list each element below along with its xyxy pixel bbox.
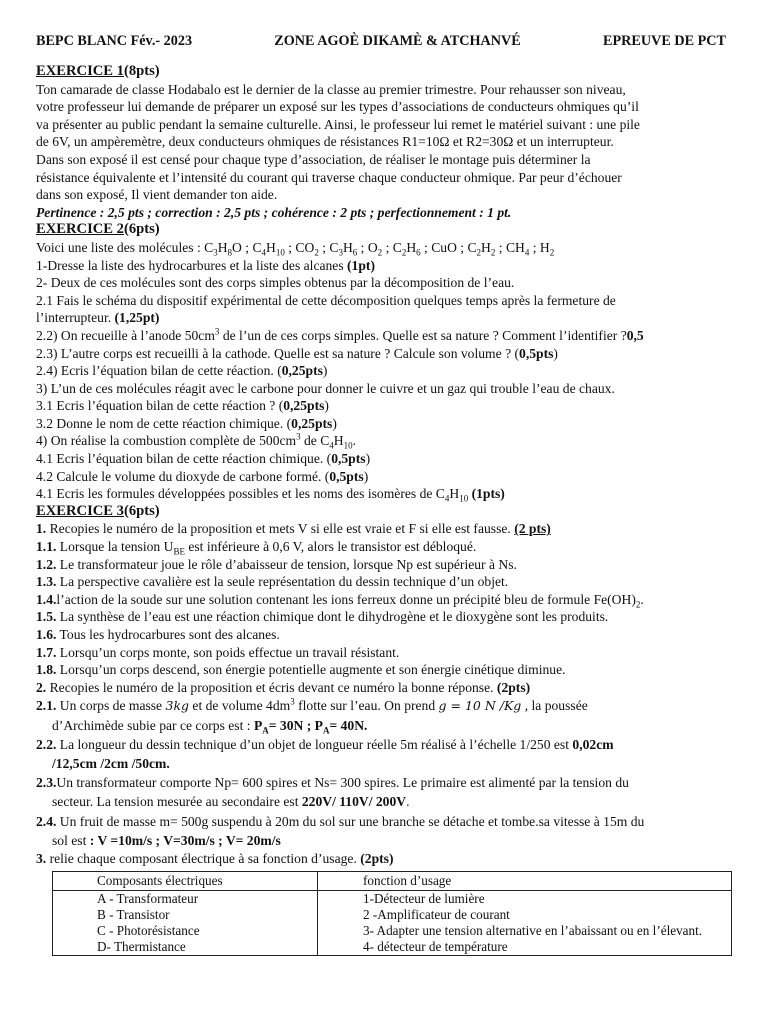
component-cell: A - Transformateur [97,890,199,906]
ex2-q24: 2.4) Ecris l’équation bilan de cette réaction. (0,25pts) [36,363,328,379]
component-cell: C - Photorésistance [97,922,200,938]
exercise-3-title: EXERCICE 3(6pts) [36,502,160,519]
ex1-line: Ton camarade de classe Hodabalo est le dernier de la classe au premier trimestre. Pour rehausser son niveau, [36,81,626,97]
table-header-row [53,871,732,890]
function-cell: 2 -Amplificateur de courant [363,906,510,922]
ex2-q2: 2- Deux de ces molécules sont des corps simples obtenus par la décomposition de l’eau. [36,275,515,291]
function-cell: 4- détecteur de température [363,938,508,954]
ex1-line: Dans son exposé il est censé pour chaque type d’association, de réaliser le montage puis déterminer la [36,151,591,167]
ex3-item: 1.1. Lorsque la tension $U_{BE}$ est inférieure à 0,6 V, alors le transistor est débloqué. [36,539,477,557]
table-header-cell: Composants électriques [53,871,318,890]
ex1-criteria: Pertinence : 2,5 pts ; correction : 2,5 pts ; cohérence : 2 pts ; perfectionnement : 1 pt. [36,204,512,220]
ex2-q43: 4.1 Ecris les formules développées possibles et les noms des isomères de $C_4H_{10}$ (1pts) [36,486,505,504]
ex2-q1: 1-Dresse la liste des hydrocarbures et la liste des alcanes (1pt) [36,257,375,273]
ex3-item: 1.4.l’action de la soude sur une solution contenant les ions ferreux donne un précipité bleu de formule $Fe(OH)_2$. [36,591,644,610]
ex3-part2: 2. Recopies le numéro de la proposition et écris devant ce numéro la bonne réponse. (2pts) [36,679,531,695]
ex3-item: 1.2. Le transformateur joue le rôle d’abaisseur de tension, lorsque Np est supérieur à Ns. [36,556,517,572]
ex2-q41: 4.1 Ecris l’équation bilan de cette réaction chimique. (0,5pts) [36,451,371,467]
ex2-q32: 3.2 Donne le nom de cette réaction chimique. (0,25pts) [36,415,337,431]
exercise-1-text [36,81,728,204]
ex1-line: de 6V, un ampèremètre, deux conducteurs ohmiques de résistances R1=10Ω et R2=30Ω et un interrupteur. [36,134,614,150]
ex3-q24: 2.4. Un fruit de masse m= 500g suspendu à 20m du sol sur une branche se détache et tombe.sa vitesse à 15m du sol est : V =10m/s ; V=30m/s ; V= 20m/s [36,813,645,848]
ex3-q22: 2.2. La longueur du dessin technique d’un objet de longueur réelle 5m réalisé à l’échelle 1/250 est 0,02cm /12,5cm /2cm /50cm. [36,736,614,771]
ex2-molecules: Voici une liste des molécules : $C_3H_8O$ ; $C_4H_{10}$ ; $CO_2$ ; $C_3H_6$ ; $O_2$ ; $C_2H_6$ ; CuO ; $C_2H_2$ ; $CH_4$ ; $H_2$ [36,239,555,258]
exercise-2-title: EXERCICE 2(6pts) [36,221,160,238]
ex3-item: 1.7. Lorsqu’un corps monte, son poids effectue un travail résistant. [36,644,400,660]
ex2-q42: 4.2 Calcule le volume du dioxyde de carbone formé. (0,5pts) [36,468,369,484]
ex2-q3: 3) L’un de ces molécules réagit avec le carbone pour donner le cuivre et un gaz qui trouble l’eau de chaux. [36,380,615,396]
ex1-line: va présenter au public pendant la semaine culturelle. Ainsi, le professeur lui remet le matériel suivant : une pile [36,116,640,132]
header-left: BEPC BLANC Fév.- 2023 [36,33,193,49]
exercise-1-title: EXERCICE 1(8pts) [36,63,160,79]
ex3-q21: 2.1. Un corps de masse 3kg et de volume $4dm^3$ flotte sur l’eau. On prend g = 10 N /Kg , la poussée d’Archimède subie par ce corps est : $P_A= 30N$ ; $P_A= 40N$. [36,696,588,736]
ex3-item: 1.6. Tous les hydrocarbures sont des alcanes. [36,627,280,642]
ex3-q23: 2.3.Un transformateur comporte Np= 600 spires et Ns= 300 spires. Le primaire est alimenté par la tension du secteur. La tension mesurée au secondaire est 220V/ 110V/ 200V. [36,775,629,810]
ex3-part1: 1. Recopies le numéro de la proposition et mets V si elle est vraie et F si elle est fausse. (2 pts) [36,521,551,537]
ex3-item: 1.3. La perspective cavalière est la seule représentation du dessin technique d’un objet. [36,574,509,590]
ex3-item: 1.8. Lorsqu’un corps descend, son énergie potentielle augmente et son énergie cinétique diminue. [36,662,566,678]
ex2-q22: 2.2) On recueille à l’anode $50cm^3$ de l’un de ces corps simples. Quelle est sa nature ? Comment l’identifier ?0,5 [36,326,644,343]
ex2-q21: 2.1 Fais le schéma du dispositif expérimental de cette décomposition quelques temps après la fermeture de [36,292,616,308]
table-row [53,890,732,955]
components-table [52,871,732,956]
ex1-line: résistance équivalente et l’intensité du courant qui traverse chaque conducteur ohmique. Par peur d’échouer [36,169,622,185]
ex3-item: 1.5. La synthèse de l’eau est une réaction chimique dont le dihydrogène et le dioxygène sont les produits. [36,609,609,625]
ex1-line: votre professeur lui demande de préparer un exposé sur les types d’associations de conducteurs ohmiques qu’il [36,99,639,115]
ex2-q23: 2.3) L’autre corps est recueilli à la cathode. Quelle est sa nature ? Calcule son volume ? (0,5pts) [36,345,558,361]
table-header-cell: fonction d’usage [318,871,732,890]
ex2-q21-cont: l’interrupteur. (1,25pt) [36,310,160,326]
header-center: ZONE AGOÈ DIKAMÈ & ATCHANVÉ [274,33,521,49]
header-right: EPREUVE DE PCT [603,33,726,49]
ex1-line: dans son exposé, Il vient demander ton aide. [36,187,278,203]
component-cell: B - Transistor [97,906,170,922]
ex3-part3: 3. relie chaque composant électrique à sa fonction d’usage. (2pts) [36,851,394,866]
function-cell: 1-Détecteur de lumière [363,890,485,906]
function-cell: 3- Adapter une tension alternative en l’abaissant ou en l’élevant. [363,922,703,938]
component-cell: D- Thermistance [97,938,186,954]
page-header [36,33,728,63]
ex2-q31: 3.1 Ecris l’équation bilan de cette réaction ? (0,25pts) [36,398,329,414]
ex2-q4: 4) On réalise la combustion complète de $500cm^3$ de $C_4H_{10}$. [36,431,357,452]
